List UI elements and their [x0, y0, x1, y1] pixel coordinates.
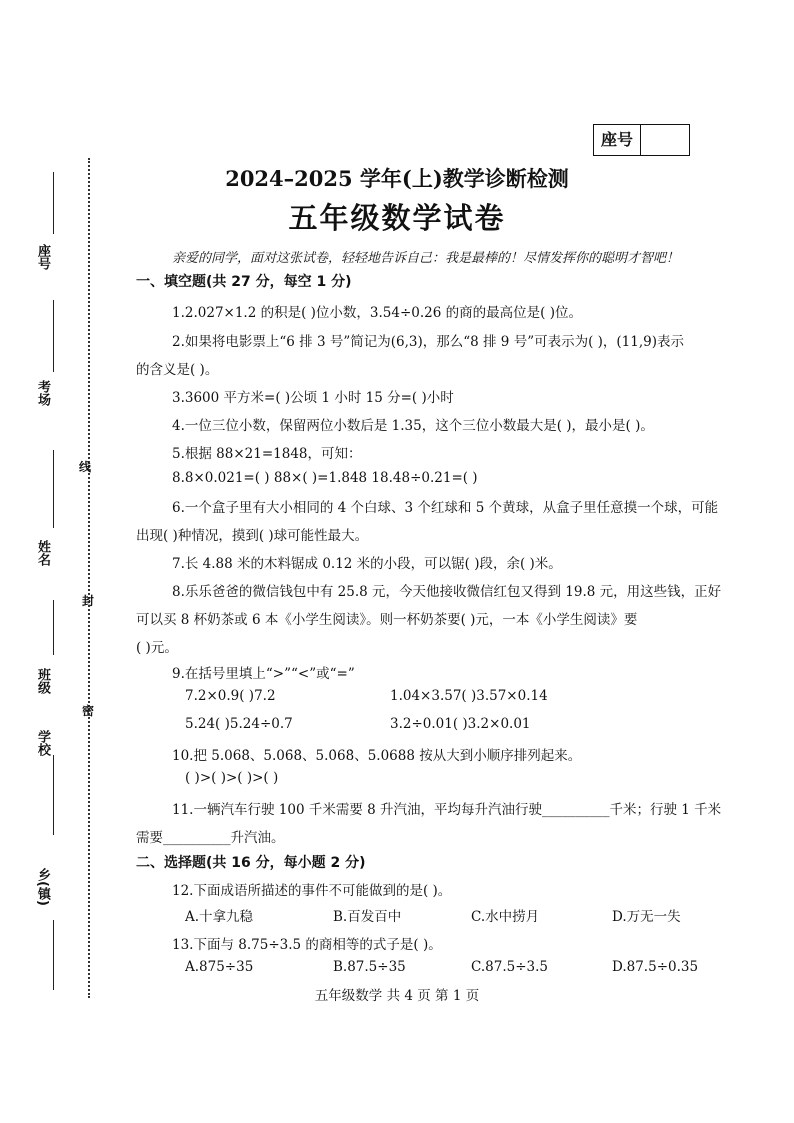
question-9-item-a: 7.2×0.9( )7.2 — [185, 688, 276, 704]
question-13: 13.下面与 8.75÷3.5 的商相等的式子是( )。 — [172, 937, 442, 953]
binding-seat-label: 座号 — [35, 244, 50, 270]
section2-heading: 二、选择题(共 16 分，每小题 2 分) — [136, 855, 366, 871]
school-underline — [53, 755, 54, 835]
question-11-cont: 需要__________升汽油。 — [136, 830, 285, 846]
question-5-items: 8.8×0.021=( ) 88×( )=1.848 18.48÷0.21=( ) — [172, 470, 478, 486]
question-9-item-c: 5.24( )5.24÷0.7 — [185, 716, 293, 732]
name-underline — [53, 450, 54, 528]
question-7: 7.长 4.88 米的木料锯成 0.12 米的小段，可以锯( )段，余( )米。 — [172, 556, 562, 572]
seal-word-line: 线 — [79, 460, 92, 474]
q12-option-c: C.水中捞月 — [471, 909, 540, 925]
question-8-cont2: ( )元。 — [136, 640, 178, 656]
exam-subtitle: 五年级数学试卷 — [288, 201, 506, 235]
question-9: 9.在括号里填上“>”“<”或“=” — [172, 666, 355, 682]
question-2-cont: 的含义是( )。 — [136, 362, 219, 378]
seat-number-label: 座号 — [594, 125, 641, 155]
section1-heading: 一、填空题(共 27 分，每空 1 分) — [136, 274, 352, 290]
question-8: 8.乐乐爸爸的微信钱包中有 25.8 元，今天他接收微信红包又得到 19.8 元，用这些钱，正好 — [172, 584, 722, 600]
binding-town-label: 乡(镇) — [35, 868, 50, 906]
question-6-cont: 出现( )种情况，摸到( )球可能性最大。 — [136, 528, 369, 544]
q13-option-d: D.87.5÷0.35 — [612, 959, 699, 975]
question-2: 2.如果将电影票上“6 排 3 号”简记为(6,3)，那么“8 排 9 号”可表示为( )，(11,9)表示 — [172, 334, 685, 350]
seat-number-box — [593, 124, 690, 156]
question-3: 3.3600 平方米=( )公顷 1 小时 15 分=( )小时 — [172, 390, 454, 406]
question-12: 12.下面成语所描述的事件不可能做到的是( )。 — [172, 883, 452, 899]
greeting-text: 亲爱的同学，面对这张试卷，轻轻地告诉自己：我是最棒的！尽情发挥你的聪明才智吧！ — [172, 251, 680, 266]
class-underline — [53, 600, 54, 655]
question-10: 10.把 5.068̇、5.06̇8̇、5.0̇68̇、5.0688 按从大到小顺序排列起来。 — [172, 748, 582, 764]
room-underline — [53, 300, 54, 372]
exam-title: 2024–2025 学年(上)教学诊断检测 — [225, 166, 569, 191]
binding-name-label: 姓名 — [35, 540, 50, 566]
question-6: 6.一个盒子里有大小相同的 4 个白球、3 个红球和 5 个黄球，从盒子里任意摸一个球，可能 — [172, 500, 719, 516]
town-underline — [53, 920, 54, 990]
question-9-item-b: 1.04×3.57( )3.57×0.14 — [390, 688, 548, 704]
q12-option-a: A.十拿九稳 — [185, 909, 254, 925]
binding-school-label: 学校 — [35, 730, 50, 756]
q13-option-c: C.87.5÷3.5 — [471, 959, 548, 975]
q13-option-b: B.87.5÷35 — [333, 959, 406, 975]
question-8-cont: 可以买 8 杯奶茶或 6 本《小学生阅读》。则一杯奶茶要( )元，一本《小学生阅读》要 — [136, 612, 638, 628]
question-4: 4.一位三位小数，保留两位小数后是 1.35，这个三位小数最大是( )，最小是( )。 — [172, 418, 654, 434]
question-11: 11.一辆汽车行驶 100 千米需要 8 升汽油，平均每升汽油行驶__________千米；行驶 1 千米 — [172, 802, 722, 818]
page-footer: 五年级数学 共 4 页 第 1 页 — [314, 988, 480, 1004]
question-10-blanks: ( )>( )>( )>( ) — [185, 770, 279, 786]
question-5: 5.根据 88×21=1848，可知： — [172, 446, 362, 462]
binding-room-label: 考场 — [35, 380, 50, 406]
binding-class-label: 班级 — [35, 668, 50, 694]
seal-word-seal: 封 — [82, 594, 95, 608]
binding-dotted-line — [88, 158, 90, 998]
q12-option-d: D.万无一失 — [612, 909, 681, 925]
q13-option-a: A.875÷35 — [185, 959, 254, 975]
q12-option-b: B.百发百中 — [333, 909, 402, 925]
question-1: 1.2.027×1.2 的积是( )位小数，3.54÷0.26 的商的最高位是( )位。 — [172, 305, 582, 321]
question-9-item-d: 3.2÷0.01( )3.2×0.01 — [390, 716, 531, 732]
seal-word-secret: 密 — [82, 704, 95, 718]
seat-number-field[interactable] — [641, 125, 689, 155]
